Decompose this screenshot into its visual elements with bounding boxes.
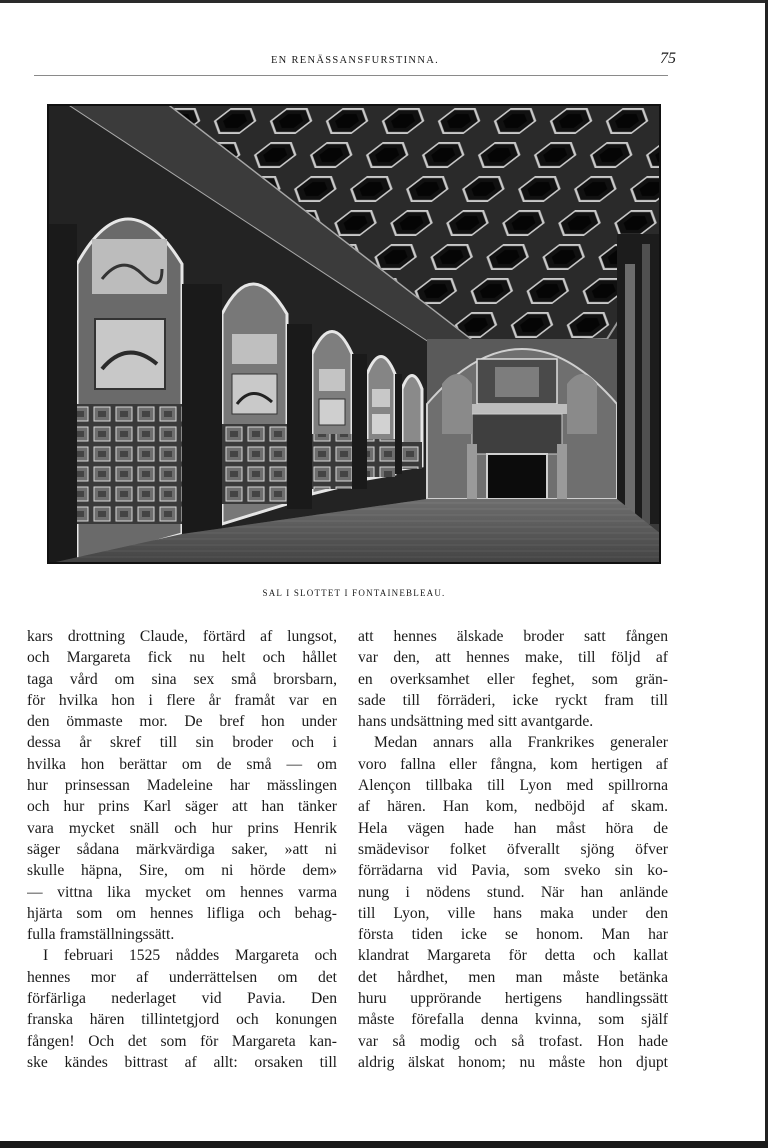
text-line: hennes mor af underrättelsen om det [27,968,337,986]
text-line: Alençon tillbaka till Lyon med spillrorna [358,777,668,795]
text-line: fången! Och det som för Margareta kan- [27,1032,337,1050]
text-line: af hären. Han kom, nedböjd af skam. [358,798,668,816]
text-line: I februari 1525 nåddes Margareta och [43,947,337,965]
text-line: taga vård om sina sex små brorsbarn, [27,670,337,688]
running-header: EN RENÄSSANSFURSTINNA. [270,55,440,66]
hall-illustration [47,104,661,564]
text-line: att hennes älskade broder satt fången [358,628,668,645]
text-line: klandrat Margareta för detta och kallat [358,947,668,965]
text-line: och Margareta fick nu helt och hållet [27,649,337,667]
text-line: smädevisor folket öfverallt sjöng öfver [358,840,668,858]
right-text-column [358,626,668,1073]
text-line: och hur prins Karl säger att han tänker [27,798,337,816]
text-line: var så modig och så trofast. Hon hade [358,1032,668,1050]
left-text-column [27,626,337,1073]
text-line: ske kändes bittrast af allt: orsaken till [27,1053,337,1071]
text-line: hans undsättning med sitt avantgarde. [358,713,594,731]
hall-engraving [47,104,661,564]
text-line: fulla framställningssätt. [27,926,175,944]
text-line: hjärta som om hennes lifliga och behag- [27,904,337,922]
text-line: huru upprörande hertigens handlingssätt [358,990,668,1008]
text-line: Hela vägen hade han måst höra de [358,819,668,837]
text-line: franska hären tillintetgjord och konungen [27,1011,337,1029]
text-line: hvilka hon berättar om de små — om [27,755,337,773]
text-line: för hvilka hon i flere år framåt var en [27,691,337,709]
text-line: förrädarna vid Pavia, som sveko sin ko- [358,862,668,880]
text-line: — vittna lika mycket om hennes varma [27,883,337,901]
text-line: dessa år skref till sin broder och i [27,734,337,752]
text-line: till Lyon, ville hans maka under den [358,904,668,922]
header-rule [34,75,668,76]
text-line: säger sådana märkvärdiga saker, »att ni [27,840,337,858]
text-line: sade till förräderi, icke ryckt fram till [358,691,668,709]
text-line: voro fallna eller fångna, kom hertigen af [358,755,668,773]
text-line: hur prinsessan Madeleine har mässlingen [27,777,337,795]
text-line: Medan annars alla Frankrikes generaler [374,734,668,752]
text-line: den ömmaste mor. De bref hon under [27,713,337,731]
text-line: första tiden icke se honom. Man har [358,926,668,944]
page-edge-top [0,0,768,3]
text-line: måste förefalla denna kvinna, som själf [358,1011,668,1029]
text-line: skulle häpna, Sire, om ni hörde dem» [27,862,337,880]
text-line: kars drottning Claude, förtärd af lungsot, [27,628,337,645]
text-line: en overksamhet eller feghet, som grän- [358,670,668,688]
text-line: förfärliga nederlaget vid Pavia. Den [27,990,337,1008]
page-number: 75 [660,50,676,67]
text-line: nung i nödens stund. När han anlände [358,883,668,901]
text-line: aldrig älskat honom; nu måste hon djupt [358,1053,668,1071]
text-line: det hårdhet, men man måste betänka [358,968,668,986]
figure-caption: SAL I SLOTTET I FONTAINEBLEAU. [262,588,446,598]
text-line: var den, att hennes make, till följd af [358,649,668,667]
page-edge-bottom [0,1141,768,1148]
text-line: vara mycket snäll och hur prins Henrik [27,819,337,837]
